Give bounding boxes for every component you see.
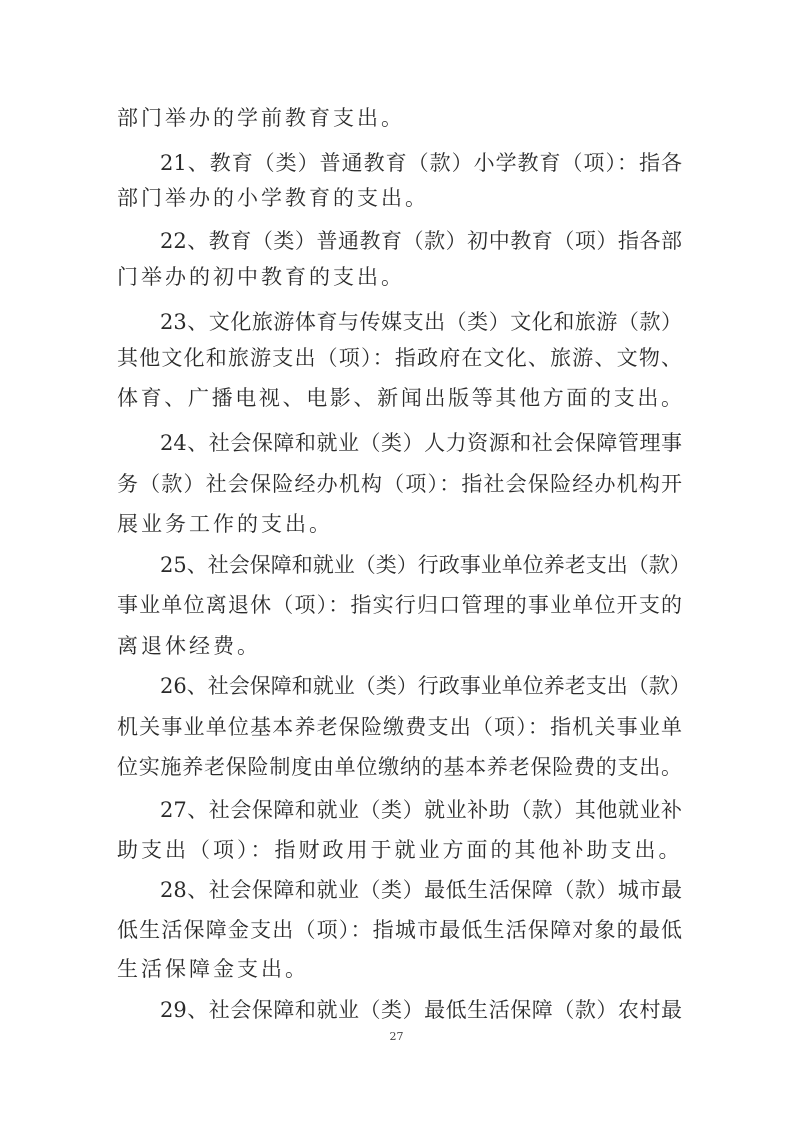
paragraph-first-line: 29、社会保障和就业（类）最低生活保障（款）农村最 <box>160 998 682 1022</box>
paragraph-first-line: 23、文化旅游体育与传媒支出（类）文化和旅游（款） <box>160 310 682 334</box>
paragraph-line: 其他文化和旅游支出（项）：指政府在文化、旅游、文物、 <box>117 346 682 370</box>
page-number: 27 <box>389 1030 404 1043</box>
paragraph-line: 位实施养老保险制度由单位缴纳的基本养老保险费的支出。 <box>117 755 682 779</box>
paragraph-line: 体育、广播电视、电影、新闻出版等其他方面的支出。 <box>117 386 682 410</box>
paragraph-line: 助支出（项）：指财政用于就业方面的其他补助支出。 <box>117 838 683 862</box>
paragraph-first-line: 21、教育（类）普通教育（款）小学教育（项）：指各 <box>160 151 682 175</box>
paragraph-line: 展业务工作的支出。 <box>117 512 333 536</box>
paragraph-line: 部门举办的学前教育支出。 <box>117 106 405 130</box>
paragraph-first-line: 25、社会保障和就业（类）行政事业单位养老支出（款） <box>160 553 691 577</box>
paragraph-first-line: 26、社会保障和就业（类）行政事业单位养老支出（款） <box>160 674 691 698</box>
paragraph-line: 机关事业单位基本养老保险缴费支出（项）：指机关事业单 <box>117 715 682 739</box>
paragraph-line: 生活保障金支出。 <box>117 957 309 981</box>
paragraph-line: 门举办的初中教育的支出。 <box>117 265 405 289</box>
paragraph-first-line: 27、社会保障和就业（类）就业补助（款）其他就业补 <box>160 798 682 822</box>
paragraph-first-line: 22、教育（类）普通教育（款）初中教育（项）指各部 <box>160 229 682 253</box>
paragraph-first-line: 24、社会保障和就业（类）人力资源和社会保障管理事 <box>160 431 682 455</box>
paragraph-line: 事业单位离退休（项）：指实行归口管理的事业单位开支的 <box>117 593 682 617</box>
paragraph-first-line: 28、社会保障和就业（类）最低生活保障（款）城市最 <box>160 878 682 902</box>
paragraph-line: 离退休经费。 <box>117 634 261 658</box>
paragraph-line: 低生活保障金支出（项）：指城市最低生活保障对象的最低 <box>117 918 682 942</box>
paragraph-line: 部门举办的小学教育的支出。 <box>117 186 429 210</box>
paragraph-line: 务（款）社会保险经办机构（项）：指社会保险经办机构开 <box>117 472 682 496</box>
